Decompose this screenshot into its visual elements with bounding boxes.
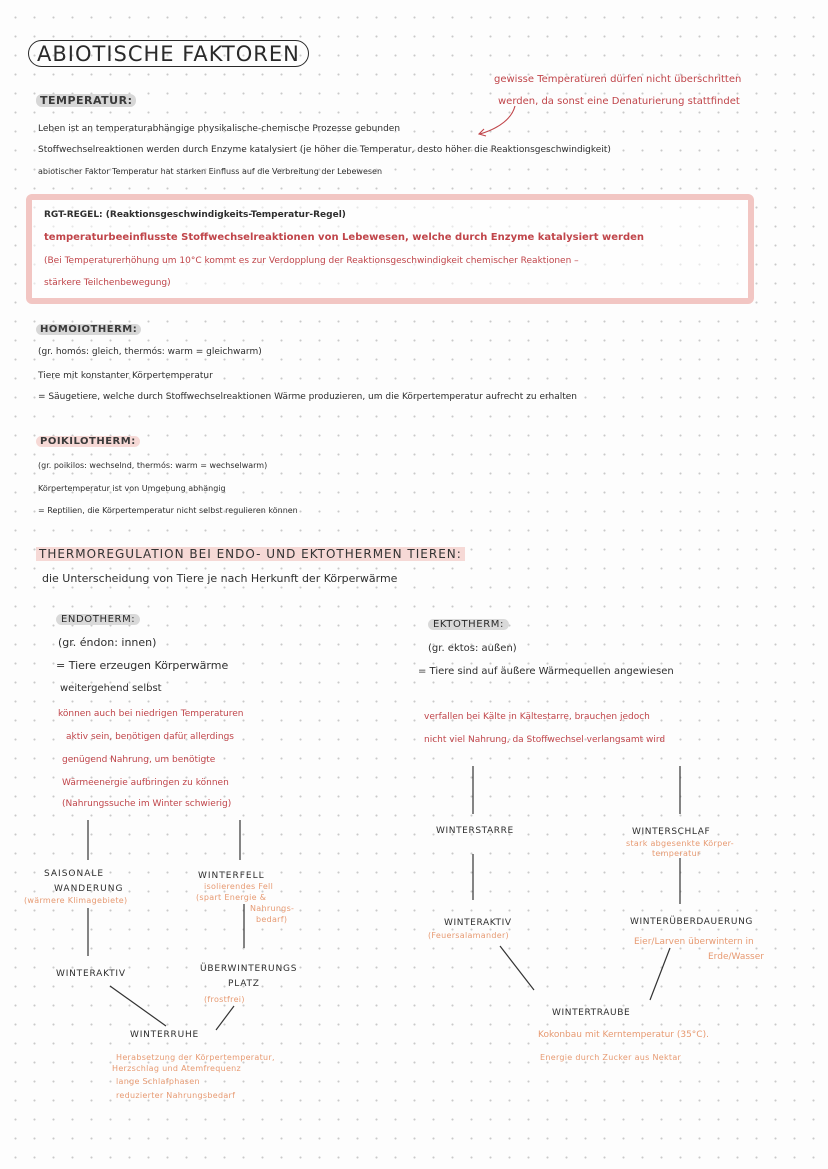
winterfell-label: WINTERFELL bbox=[198, 871, 265, 881]
winterfell-note-4: bedarf) bbox=[256, 915, 288, 924]
rgt-line-1: temperaturbeeinflusste Stoffwechselreaktionen von Lebewesen, welche durch Enzyme katalysiert werden bbox=[44, 232, 645, 243]
ektotherm-line-2: = Tiere sind auf äußere Wärmequellen angewiesen bbox=[418, 666, 674, 677]
winterstarre-label: WINTERSTARRE bbox=[436, 826, 514, 836]
note-arrow bbox=[480, 106, 515, 134]
line-aktiv-traube bbox=[500, 946, 534, 990]
note-line-2: werden, da sonst eine Denaturierung stattfindet bbox=[498, 96, 740, 107]
winterruhe-note-3: lange Schlafphasen bbox=[116, 1077, 200, 1086]
ueberwinterung-note: (frostfrei) bbox=[204, 995, 245, 1004]
endotherm-note-3: genügend Nahrung, um benötigte bbox=[62, 755, 216, 765]
winterfell-note-2: (spart Energie & bbox=[196, 893, 267, 902]
wintertraube-note-2: Energie durch Zucker aus Nektar bbox=[540, 1053, 682, 1062]
endotherm-note-1: können auch bei niedrigen Temperaturen bbox=[58, 709, 244, 719]
endotherm-line-3: weitergehend selbst bbox=[60, 683, 162, 694]
homoiotherm-heading: HOMOIOTHERM: bbox=[36, 324, 141, 335]
temperatur-heading: TEMPERATUR: bbox=[36, 94, 136, 107]
endotherm-line-1: (gr. éndon: innen) bbox=[58, 636, 157, 649]
poikilotherm-heading: POIKILOTHERM: bbox=[36, 436, 140, 447]
temperatur-line-2: Stoffwechselreaktionen werden durch Enzyme katalysiert (je höher die Temperatur, desto höher die Reaktionsgeschwindigkeit) bbox=[38, 145, 611, 155]
ektotherm-note-1: verfallen bei Kälte in Kältestarre, brauchen jedoch bbox=[424, 712, 650, 722]
ekto-winteraktiv-label: WINTERAKTIV bbox=[444, 918, 512, 928]
endotherm-note-5: (Nahrungssuche im Winter schwierig) bbox=[62, 799, 232, 809]
winterruhe-note-4: reduzierter Nahrungsbedarf bbox=[116, 1091, 236, 1100]
ektotherm-note-2: nicht viel Nahrung, da Stoffwechsel verlangsamt wird bbox=[424, 735, 666, 745]
endotherm-note-2: aktiv sein, benötigen dafür allerdings bbox=[66, 732, 234, 742]
line-platz-ruhe bbox=[216, 1006, 234, 1030]
wintertraube-note-1: Kokonbau mit Kerntemperatur (35°C). bbox=[538, 1030, 709, 1040]
winterfell-note-1: isolierendes Fell bbox=[204, 882, 274, 891]
temperatur-line-3: abiotischer Faktor Temperatur hat starken Einfluss auf die Verbreitung der Lebewesen bbox=[38, 167, 383, 176]
endotherm-heading: ENDOTHERM: bbox=[56, 614, 140, 625]
line-winteraktiv-ruhe bbox=[110, 986, 166, 1026]
saisonale-label-1: SAISONALE bbox=[44, 869, 105, 879]
ekto-winteraktiv-note: (Feuersalamander) bbox=[428, 931, 509, 940]
poikilotherm-line-2: Körpertemperatur ist von Umgebung abhängig bbox=[38, 484, 226, 493]
endo-winteraktiv-label: WINTERAKTIV bbox=[56, 969, 126, 979]
poikilotherm-line-3: = Reptilien, die Körpertemperatur nicht selbst regulieren können bbox=[38, 506, 298, 515]
thermo-heading: THERMOREGULATION BEI ENDO- UND EKTOTHERMEN TIEREN: bbox=[36, 547, 465, 561]
saisonale-label-2: WANDERUNG bbox=[54, 884, 124, 894]
poikilotherm-line-1: (gr. poikilos: wechselnd, thermós: warm = wechselwarm) bbox=[38, 461, 268, 470]
ueberwinterung-label-1: ÜBERWINTERUNGS bbox=[200, 964, 298, 974]
ueberdauerung-note-1: Eier/Larven überwintern in bbox=[634, 937, 754, 947]
wintertraube-label: WINTERTRAUBE bbox=[552, 1008, 631, 1018]
winterruhe-note-2: Herzschlag und Atemfrequenz bbox=[112, 1064, 242, 1073]
note-line-1: gewisse Temperaturen dürfen nicht überschritten bbox=[494, 74, 742, 85]
endotherm-line-2: = Tiere erzeugen Körperwärme bbox=[56, 659, 229, 672]
ueberwinterung-label-2: PLATZ bbox=[228, 979, 260, 989]
homoiotherm-line-2: Tiere mit konstanter Körpertemperatur bbox=[38, 371, 213, 381]
rgt-heading: RGT-REGEL: (Reaktionsgeschwindigkeits-Temperatur-Regel) bbox=[44, 210, 346, 220]
saisonale-note: (wärmere Klimagebiete) bbox=[24, 896, 128, 905]
rgt-line-3: stärkere Teilchenbewegung) bbox=[44, 278, 171, 288]
homoiotherm-line-3: = Säugetiere, welche durch Stoffwechselreaktionen Wärme produzieren, um die Körpertemperatur aufrecht zu erhalten bbox=[38, 392, 578, 402]
winterschlaf-note-1: stark abgesenkte Körper- bbox=[626, 839, 734, 848]
endotherm-note-4: Wärmeenergie aufbringen zu können bbox=[62, 778, 229, 788]
winterschlaf-label: WINTERSCHLAF bbox=[632, 827, 711, 837]
ueberdauerung-label: WINTERÜBERDAUERUNG bbox=[630, 917, 753, 927]
homoiotherm-line-1: (gr. homós: gleich, thermós: warm = gleichwarm) bbox=[38, 347, 262, 357]
winterfell-note-3: Nahrungs- bbox=[250, 904, 295, 913]
ueberdauerung-note-2: Erde/Wasser bbox=[708, 952, 764, 962]
page-title: ABIOTISCHE FAKTOREN bbox=[28, 40, 309, 67]
rgt-line-2: (Bei Temperaturerhöhung um 10°C kommt es zur Verdopplung der Reaktionsgeschwindigkeit chemischer Reaktionen – bbox=[44, 256, 579, 266]
line-ueberdauerung-traube bbox=[650, 948, 670, 1000]
temperatur-line-1: Leben ist an temperaturabhängige physikalische-chemische Prozesse gebunden bbox=[38, 124, 401, 134]
winterschlaf-note-2: temperatur bbox=[652, 849, 701, 858]
thermo-sub: die Unterscheidung von Tiere je nach Herkunft der Körperwärme bbox=[42, 572, 398, 585]
ektotherm-heading: EKTOTHERM: bbox=[428, 619, 509, 630]
winterruhe-label: WINTERRUHE bbox=[130, 1030, 200, 1040]
winterruhe-note-1: Herabsetzung der Körpertemperatur, bbox=[116, 1053, 275, 1062]
ektotherm-line-1: (gr. ektos: außen) bbox=[428, 643, 517, 654]
